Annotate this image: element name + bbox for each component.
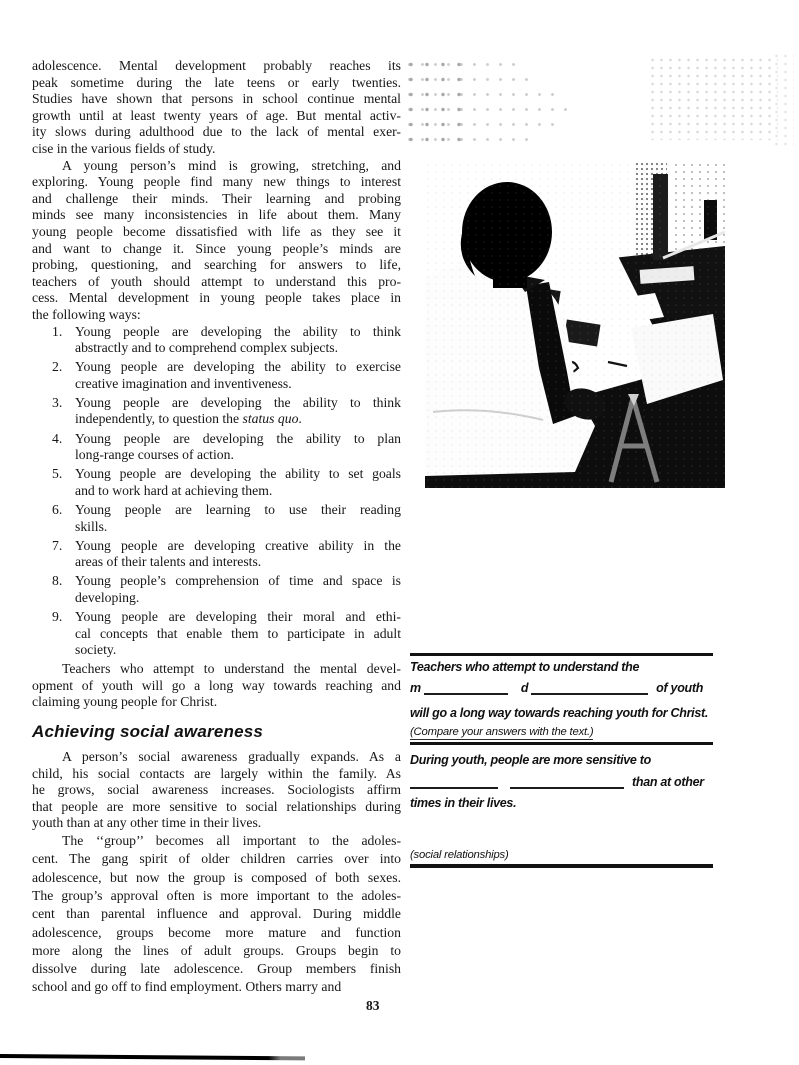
text-line: school and go off to find employment. Others marry and (32, 979, 342, 995)
text-line: and want to change it. Since young people’s minds are (32, 240, 401, 256)
list-item (32, 538, 401, 571)
text-line: teachers of youth should attempt to understand this pro- (32, 273, 401, 289)
paragraph (32, 749, 401, 832)
text-line: dissolve during late adolescence. Group members finish (32, 961, 401, 977)
text-line: The ‘‘group’’ becomes all important to the adoles- (62, 833, 401, 849)
text-line: adolescence. Mental development probably reaches its (32, 58, 401, 73)
text-line: society. (75, 642, 117, 658)
noise-dots (403, 90, 471, 99)
photo-young-man-at-desk (425, 162, 725, 488)
sidebar-answer-hint: (social relationships) (410, 849, 509, 861)
list-number: 8. (52, 573, 63, 589)
divider (410, 653, 713, 656)
list-number: 3. (52, 394, 63, 410)
text-line: cal concepts that enable them to participate in adult (75, 625, 401, 641)
text-line: minds see many inconsistencies in life about them. Many (32, 207, 401, 223)
text-line: exploring. Young people find many new things to interest (32, 174, 401, 190)
text-line: peak sometime during the late teens or early twenties. (32, 74, 401, 90)
text-line: developing. (75, 589, 140, 605)
page-number: 83 (366, 998, 380, 1013)
text-line: Young people are learning to use their reading (75, 501, 401, 517)
scan-noise-patch (648, 56, 778, 140)
noise-dots (403, 105, 471, 114)
text-line: adolescence, but now the group is composed of both sexes. (32, 869, 401, 885)
text-line: Young people’s comprehension of time and space is (75, 573, 401, 589)
noise-dots (403, 120, 471, 129)
text-line: areas of their talents and interests. (75, 554, 262, 570)
scan-noise-patch (772, 52, 794, 147)
section-heading: Achieving social awareness (32, 722, 264, 742)
text-line: he grows, social awareness increases. Sociologists affirm (32, 782, 401, 798)
list-number: 1. (52, 323, 63, 339)
list-item (32, 573, 401, 606)
divider (410, 864, 713, 868)
text-line: abstractly and to comprehend complex subjects. (75, 340, 339, 356)
blank-prefix: d (520, 681, 529, 695)
text-line: the following ways: (32, 306, 141, 322)
text-line: Young people are developing their moral and ethi- (75, 609, 401, 624)
list-item (32, 359, 401, 392)
paragraph (32, 661, 401, 711)
divider (410, 742, 713, 745)
text-line: Young people are developing the ability to set goals (75, 466, 401, 482)
blank-suffix: of youth (656, 681, 704, 695)
text-line: The group’s approval often is more important to the adoles- (32, 887, 401, 903)
text-line: A young person’s mind is growing, stretching, and (62, 157, 401, 173)
list-item (32, 609, 401, 659)
noise-dots (403, 60, 471, 69)
noise-row (403, 90, 555, 99)
text-line: child, his social contacts are largely within the family. As (32, 765, 401, 781)
sidebar-question-line: times in their lives. (410, 796, 517, 810)
text-line: creative imagination and inventiveness. (75, 375, 292, 391)
text-line: Young people are developing creative ability in the (75, 537, 401, 553)
text-line: opment of youth will go a long way towards reaching and (32, 677, 401, 693)
fill-in-blank (410, 774, 498, 789)
text-line: adolescence, groups become more mature and function (32, 924, 401, 940)
paragraph (32, 58, 401, 158)
list-item (32, 431, 401, 464)
noise-row (403, 135, 528, 144)
fill-in-blank (424, 680, 508, 695)
text-line: more along the lines of adult groups. Groups begin to (32, 942, 401, 958)
text-line: claiming young people for Christ. (32, 694, 218, 710)
text-line: that people are more sensitive to social relationships during (32, 798, 401, 814)
list-number: 4. (52, 430, 63, 446)
list-number: 9. (52, 609, 63, 624)
noise-dots (403, 75, 471, 84)
text-line: youth than at any other time in their lives. (32, 815, 262, 831)
paragraph (32, 158, 401, 324)
text-line: young people become dissatisfied with life as they see it (32, 223, 401, 239)
text-line: cise in the various fields of study. (32, 140, 216, 156)
sidebar-blank-row (410, 774, 713, 789)
noise-row (403, 60, 521, 69)
text-line: Young people are developing the ability to exercise (75, 359, 401, 375)
text-line: growth until at least twenty years of age. But mental activ- (32, 107, 401, 123)
noise-row (403, 105, 573, 114)
text-line: Studies have shown that persons in school continue mental (32, 91, 401, 107)
blank-prefix: m (410, 681, 421, 695)
fill-in-blank (531, 680, 648, 695)
text-line: and to work hard at achieving them. (75, 482, 273, 498)
text-line: Young people are developing the ability to plan (75, 430, 401, 446)
list-number: 5. (52, 466, 63, 482)
text-line: Young people are developing the ability to think (75, 323, 401, 339)
paragraph (32, 832, 401, 997)
fill-in-blank (510, 774, 624, 789)
list-item (32, 466, 401, 499)
noise-row (403, 120, 558, 129)
text-line: cent. The gang spirit of older children carries over into (32, 851, 401, 867)
list-item (32, 502, 401, 535)
list-number: 6. (52, 501, 63, 517)
sidebar-question-line: Teachers who attempt to understand the (410, 660, 640, 674)
sidebar-question-line: During youth, people are more sensitive to (410, 753, 651, 767)
text-line: A person’s social awareness gradually expands. As a (62, 749, 401, 765)
text-line: probing, questioning, and searching for answers to life, (32, 257, 401, 273)
text-line: ity slows during adulthood due to the lack of mental exer- (32, 124, 401, 140)
list-item (32, 324, 401, 357)
scan-noise-rows (403, 60, 573, 150)
text-line: cess. Mental development in young people takes place in (32, 290, 401, 306)
sidebar-question-line: will go a long way towards reaching youth for Christ. (410, 706, 709, 720)
list-number: 2. (52, 359, 63, 375)
text-line: and challenge their minds. Their learning and probing (32, 190, 401, 206)
scan-edge-bar (0, 1054, 305, 1060)
text-line: skills. (75, 518, 108, 534)
sidebar-blank-row (410, 680, 713, 695)
noise-dots (403, 135, 471, 144)
text-line: Young people are developing the ability to think (75, 394, 401, 410)
list-item (32, 395, 401, 428)
list-number: 7. (52, 537, 63, 553)
sidebar-note: (Compare your answers with the text.) (410, 726, 594, 738)
body-text (32, 58, 401, 997)
text-line: independently, to question the status quo. (75, 411, 302, 427)
text-line: cent than parental influence and approval. During middle (32, 906, 401, 922)
noise-row (403, 75, 537, 84)
blank-suffix: than at other (632, 775, 704, 789)
text-line: Teachers who attempt to understand the mental devel- (62, 661, 401, 677)
text-line: long-range courses of action. (75, 447, 234, 463)
workbook-sidebar (410, 653, 713, 869)
